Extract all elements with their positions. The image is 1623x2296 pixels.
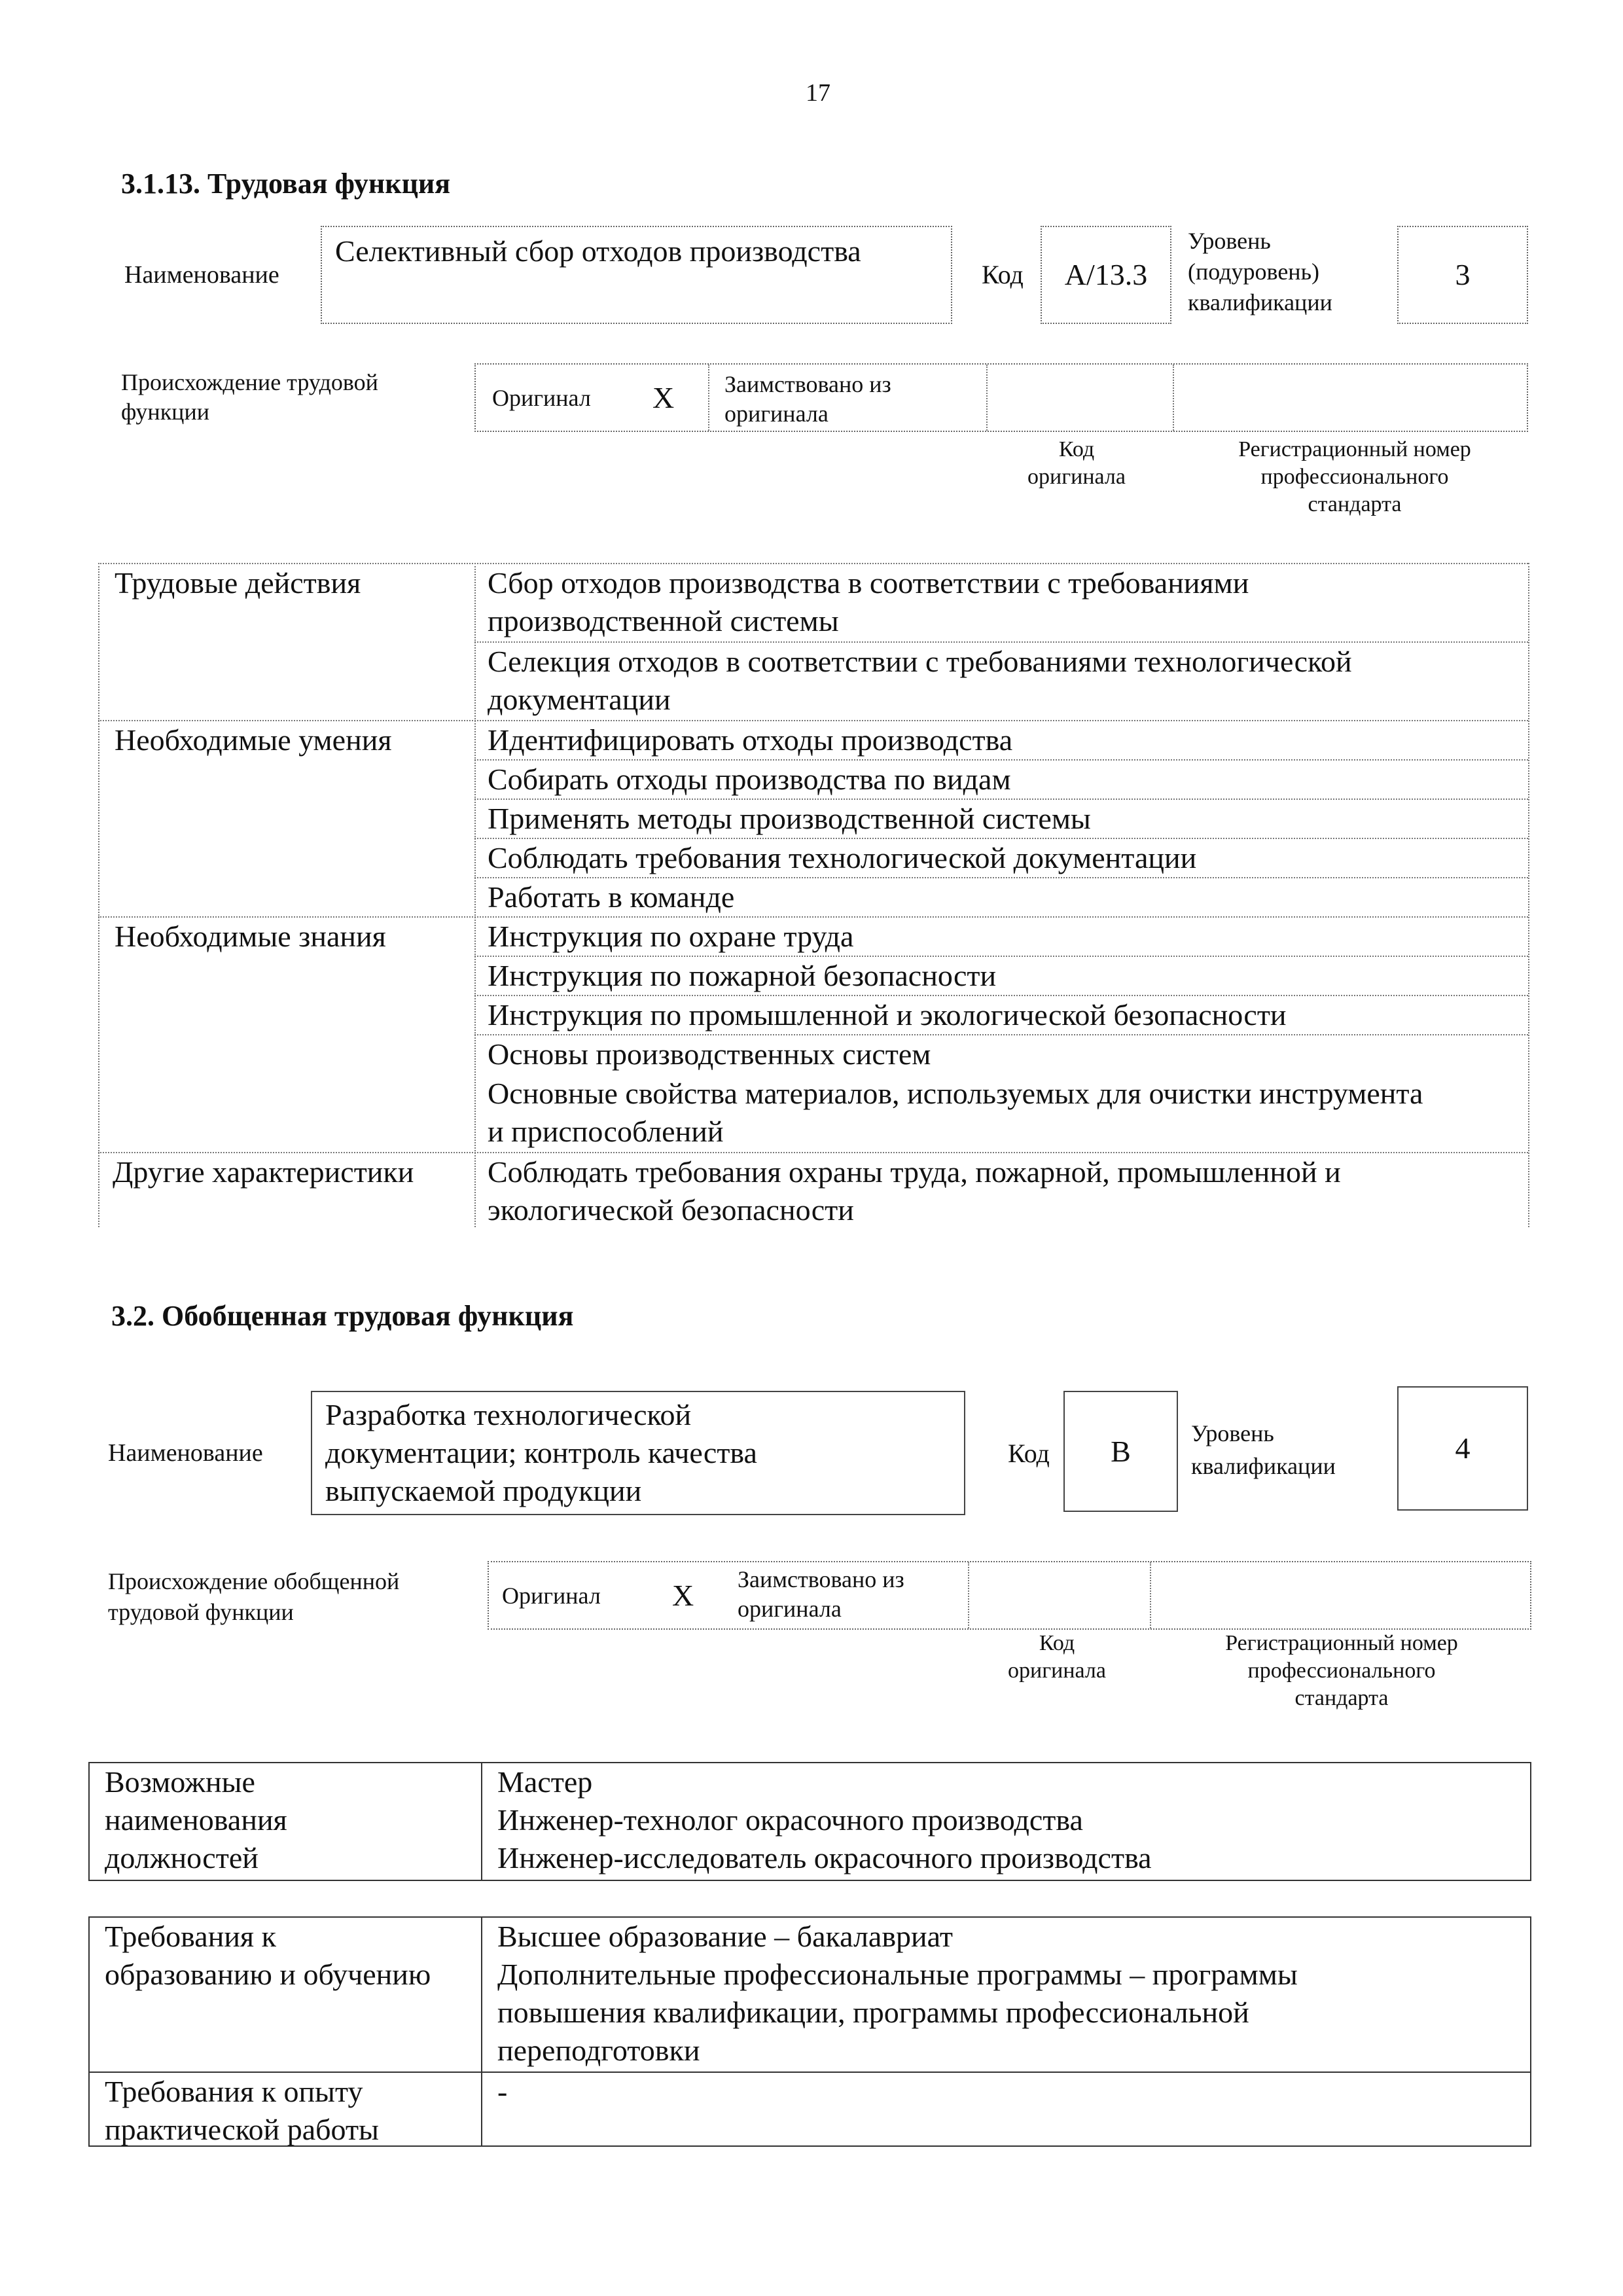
education-label-line-1: Требования к <box>105 1920 276 1953</box>
origin-label-line-2: функции <box>121 399 209 425</box>
level-label-2-line-2: квалификации <box>1191 1453 1336 1479</box>
code-original-2-line-2: оригинала <box>1008 1659 1106 1683</box>
origin-label-2-line-2: трудовой функции <box>108 1599 294 1625</box>
borrowed-label-2 <box>738 1565 904 1624</box>
action-item-1-line-1: Сбор отходов производства в соответствии с требованиями <box>488 566 1249 600</box>
skill-item: Идентифицировать отходы производства <box>488 723 1013 757</box>
origin-label-2 <box>108 1566 399 1628</box>
level-value-2: 4 <box>1455 1431 1471 1465</box>
position-item: Инженер-технолог окрасочного производства <box>497 1803 1083 1837</box>
education-item: переподготовки <box>497 2034 700 2067</box>
level-value-box-2 <box>1397 1386 1528 1511</box>
actions-label: Трудовые действия <box>115 566 361 600</box>
reg-number-2-line-2: профессионального <box>1247 1659 1436 1683</box>
skills-label: Необходимые умения <box>115 723 392 757</box>
positions-label-line-2: наименования <box>105 1803 287 1837</box>
education-item: Дополнительные профессиональные программы – программы <box>497 1958 1298 1991</box>
experience-label-line-2: практической работы <box>105 2113 379 2146</box>
positions-label <box>105 1763 287 1877</box>
origin-box-2 <box>488 1561 1531 1630</box>
function-name-value: Селективный сбор отходов производства <box>335 234 861 268</box>
action-item-2-line-2: документации <box>488 683 671 716</box>
code-value: A/13.3 <box>1064 258 1148 291</box>
code-original-line-2: оригинала <box>1027 465 1126 489</box>
knowledge-item: Основы производственных систем <box>488 1037 931 1071</box>
other-item-line-1: Соблюдать требования охраны труда, пожарной, промышленной и <box>488 1155 1341 1189</box>
level-label-line-3: квалификации <box>1188 289 1332 315</box>
education-item: повышения квалификации, программы профессиональной <box>497 1996 1249 2029</box>
other-item-line-2: экологической безопасности <box>488 1193 854 1227</box>
experience-value: - <box>497 2075 508 2108</box>
level-label-line-2: (подуровень) <box>1188 259 1319 285</box>
skill-item: Собирать отходы производства по видам <box>488 762 1011 796</box>
education-list <box>497 1918 1298 2070</box>
level-value: 3 <box>1455 258 1471 291</box>
reg-number-line-2: профессионального <box>1260 465 1449 489</box>
reg-number-2-line-3: стандарта <box>1294 1686 1389 1710</box>
original-mark-2: X <box>672 1579 694 1612</box>
code-label: Код <box>982 260 1024 289</box>
code-value-2: B <box>1111 1434 1131 1468</box>
knowledge-item: Инструкция по промышленной и экологической безопасности <box>488 998 1287 1031</box>
origin-box <box>474 363 1528 432</box>
education-item: Высшее образование – бакалавриат <box>497 1920 953 1953</box>
knowledge-item-5-line-1: Основные свойства материалов, используемых для очистки инструмента <box>488 1077 1423 1110</box>
level-label-line-1: Уровень <box>1188 228 1271 254</box>
knowledge-item-5-line-2: и приспособлений <box>488 1115 724 1148</box>
positions-table <box>88 1762 1531 1881</box>
section-heading-3-2: 3.2. Обобщенная трудовая функция <box>111 1300 574 1332</box>
original-label-2: Оригинал <box>502 1582 601 1609</box>
level-label <box>1188 226 1332 318</box>
education-label-line-2: образованию и обучению <box>105 1958 431 1991</box>
borrowed-line-1: Заимствовано из <box>724 371 891 397</box>
other-item <box>488 1153 1522 1229</box>
action-item <box>488 564 1522 640</box>
level-label-2-line-1: Уровень <box>1191 1420 1274 1446</box>
action-item <box>488 643 1522 719</box>
generalized-name-line-1: Разработка технологической <box>325 1398 692 1431</box>
borrowed-line-2: оригинала <box>724 401 829 427</box>
section-heading-3-1-13: 3.1.13. Трудовая функция <box>121 168 451 200</box>
generalized-name-line-2: документации; контроль качества <box>325 1436 757 1469</box>
level-value-box <box>1397 226 1528 324</box>
origin-label-line-1: Происхождение трудовой <box>121 369 378 395</box>
code-original-caption-2 <box>962 1630 1152 1685</box>
generalized-function-name-box <box>311 1391 965 1515</box>
original-mark: X <box>652 381 675 414</box>
labor-function-table <box>98 563 1531 1227</box>
original-label: Оригинал <box>492 384 591 411</box>
generalized-name-line-3: выпускаемой продукции <box>325 1474 642 1507</box>
function-name-box <box>321 226 952 324</box>
borrowed-label <box>724 370 891 429</box>
knowledge-item <box>488 1075 1522 1151</box>
positions-label-line-1: Возможные <box>105 1765 255 1799</box>
skill-item: Применять методы производственной системы <box>488 802 1091 835</box>
page-number: 17 <box>806 79 830 107</box>
reg-number-2-line-1: Регистрационный номер <box>1225 1631 1458 1655</box>
borrowed-2-line-2: оригинала <box>738 1596 842 1622</box>
level-label-2 <box>1191 1417 1336 1482</box>
name-label-2: Наименование <box>108 1439 263 1467</box>
code-label-2: Код <box>1008 1438 1050 1468</box>
position-item: Мастер <box>497 1765 593 1799</box>
other-label: Другие характеристики <box>113 1155 414 1189</box>
skill-item: Соблюдать требования технологической документации <box>488 841 1197 874</box>
reg-number-line-1: Регистрационный номер <box>1238 437 1471 461</box>
positions-label-line-3: должностей <box>105 1841 259 1874</box>
requirements-table <box>88 1916 1531 2147</box>
education-label <box>105 1918 431 1994</box>
reg-number-line-3: стандарта <box>1308 492 1402 516</box>
code-value-box-2 <box>1063 1391 1178 1512</box>
action-item-2-line-1: Селекция отходов в соответствии с требованиями технологической <box>488 645 1352 678</box>
origin-label <box>121 368 378 427</box>
name-label: Наименование <box>124 261 279 289</box>
knowledge-item: Инструкция по охране труда <box>488 920 854 953</box>
experience-label <box>105 2073 379 2149</box>
knowledge-label: Необходимые знания <box>115 920 386 953</box>
code-original-2-line-1: Код <box>1039 1631 1075 1655</box>
code-original-line-1: Код <box>1058 437 1095 461</box>
knowledge-item: Инструкция по пожарной безопасности <box>488 959 997 992</box>
borrowed-2-line-1: Заимствовано из <box>738 1566 904 1592</box>
positions-list <box>497 1763 1152 1877</box>
code-original-caption <box>982 436 1171 491</box>
reg-number-caption-2 <box>1165 1630 1518 1712</box>
experience-label-line-1: Требования к опыту <box>105 2075 363 2108</box>
origin-label-2-line-1: Происхождение обобщенной <box>108 1568 400 1594</box>
skill-item: Работать в команде <box>488 880 735 914</box>
action-item-1-line-2: производственной системы <box>488 604 839 637</box>
position-item: Инженер-исследователь окрасочного производства <box>497 1841 1152 1874</box>
code-value-box <box>1041 226 1171 324</box>
reg-number-caption <box>1178 436 1531 518</box>
